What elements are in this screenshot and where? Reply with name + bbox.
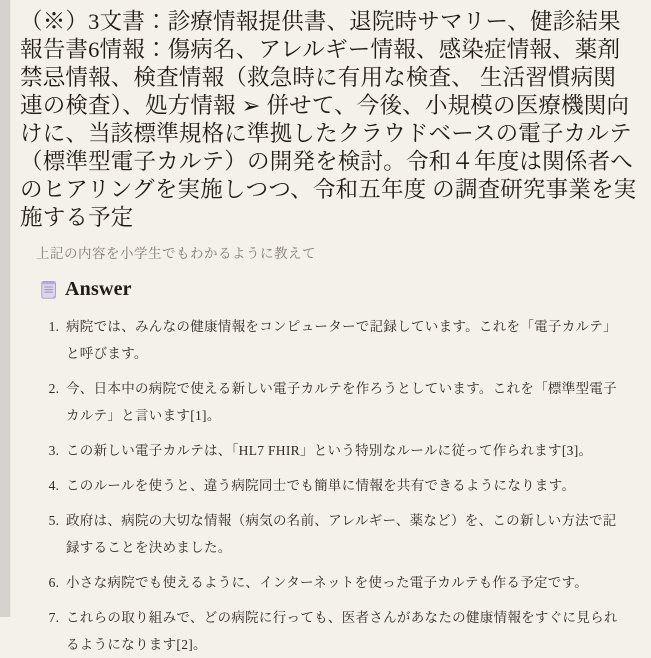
answer-list-item: 3. この新しい電子カルテは、「HL7 FHIR」という特別なルールに従って作られます[3]。	[63, 437, 621, 464]
window-edge-strip	[0, 0, 11, 617]
answer-list-item: 2. 今、日本中の病院で使える新しい電子カルテを作ろうとしています。これを「標準型電子カルテ」と言います[1]。	[63, 375, 621, 429]
answer-list	[20, 313, 637, 658]
answer-list-item: 1. 病院では、みんなの健康情報をコンピューターで記録しています。これを「電子カルテ」と呼びます。	[63, 313, 621, 367]
source-excerpt-text: （※）3文書：診療情報提供書、退院時サマリー、健診結果報告書6情報：傷病名、アレルギー情報、感染症情報、薬剤禁忌情報、検査情報（救急時に有用な検査、 生活習慣病関連の検査）、処方情報 ➢ 併せて、今後、小規模の医療機関向けに、当該標準規格に準拠したクラウドベースの電子カルテ（標準型電子カルテ）の開発を検討。令和４年度は関係者へのヒアリングを実施しつつ、令和五年度 の調査研究事業を実施する予定	[20, 9, 637, 230]
answer-list-item: 7. これらの取り組みで、どの病院に行っても、医者さんがあなたの健康情報をすぐに見られるようになります[2]。	[63, 604, 621, 658]
notepad-icon	[41, 280, 57, 299]
answer-header	[41, 278, 637, 301]
answer-list-item: 5. 政府は、病院の大切な情報（病気の名前、アレルギー、薬など）を、この新しい方法で記録することを決めました。	[63, 507, 621, 561]
answer-list-item: 6. 小さな病院でも使えるように、インターネットを使った電子カルテも作る予定です。	[63, 569, 621, 596]
user-prompt-text: 上記の内容を小学生でもわかるように教えて	[36, 246, 316, 261]
answer-list-item: 4. このルールを使うと、違う病院同士でも簡単に情報を共有できるようになります。	[63, 472, 621, 499]
article-content	[12, 0, 651, 652]
answer-heading: Answer	[65, 278, 132, 300]
